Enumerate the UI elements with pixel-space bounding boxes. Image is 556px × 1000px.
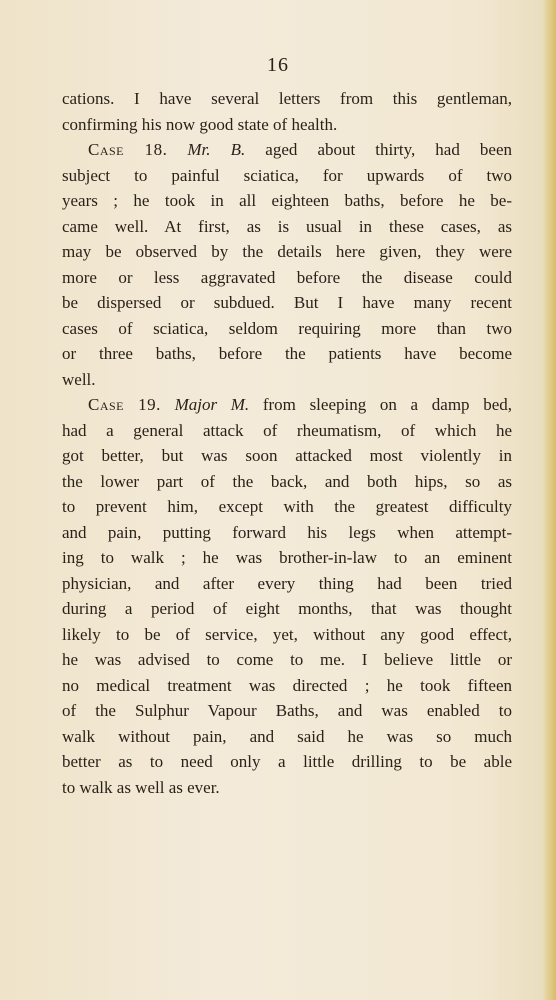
text-line: came well. At first, as is usual in these cases, as [62, 216, 512, 236]
text-line: had a general attack of rheumatism, of which he [62, 420, 512, 440]
body-text [62, 86, 512, 800]
case-19-label: Case 19. [88, 395, 161, 414]
case-18-heading-line [62, 137, 512, 163]
text-line: walk without pain, and said he was so much [62, 726, 512, 746]
case-18-text: aged about thirty, had been [265, 140, 513, 159]
text-line: may be observed by the details here given, they were [62, 242, 512, 261]
text-line: during a period of eight months, that was thought [62, 599, 512, 618]
text-line: got better, but was soon attacked most violently in [62, 446, 512, 465]
page-edge-shadow [542, 0, 556, 1000]
text-line: confirming his now good state of health. [62, 114, 338, 134]
text-line: to walk as well as ever. [62, 777, 220, 797]
case-18-patient-name: Mr. B. [187, 140, 246, 159]
text-line: to prevent him, except with the greatest difficulty [62, 497, 512, 516]
text-line: cases of sciatica, seldom requiring more than two [62, 318, 512, 338]
text-line: the lower part of the back, and both hips, so as [62, 471, 512, 491]
text-line: more or less aggravated before the disease could [62, 267, 512, 287]
page-number: 16 [267, 54, 289, 76]
case-18-label: Case 18. [88, 140, 168, 159]
text-line: and pain, putting forward his legs when attempt- [62, 522, 512, 542]
case-19-heading-line [62, 392, 512, 418]
text-line: better as to need only a little drilling to be able [62, 752, 512, 771]
text-line: he was advised to come to me. I believe little or [62, 650, 512, 669]
case-19-text: from sleeping on a damp bed, [262, 395, 513, 414]
case-19-patient-name: Major M. [174, 395, 250, 414]
text-line: physician, and after every thing had been tried [62, 573, 512, 593]
text-line: be dispersed or subdued. But I have many recent [62, 293, 512, 312]
text-line: likely to be of service, yet, without any good effect, [62, 624, 512, 644]
text-line: cations. I have several letters from this gentleman, [62, 89, 512, 108]
text-line: ing to walk ; he was brother-in-law to an eminent [62, 548, 512, 567]
text-line: subject to painful sciatica, for upwards of two [62, 165, 512, 185]
text-line: or three baths, before the patients have become [62, 344, 512, 363]
text-line: of the Sulphur Vapour Baths, and was enabled to [62, 701, 512, 720]
text-line: no medical treatment was directed ; he took fifteen [62, 675, 512, 695]
text-line: years ; he took in all eighteen baths, before he be- [62, 191, 512, 210]
text-line: well. [62, 369, 96, 389]
